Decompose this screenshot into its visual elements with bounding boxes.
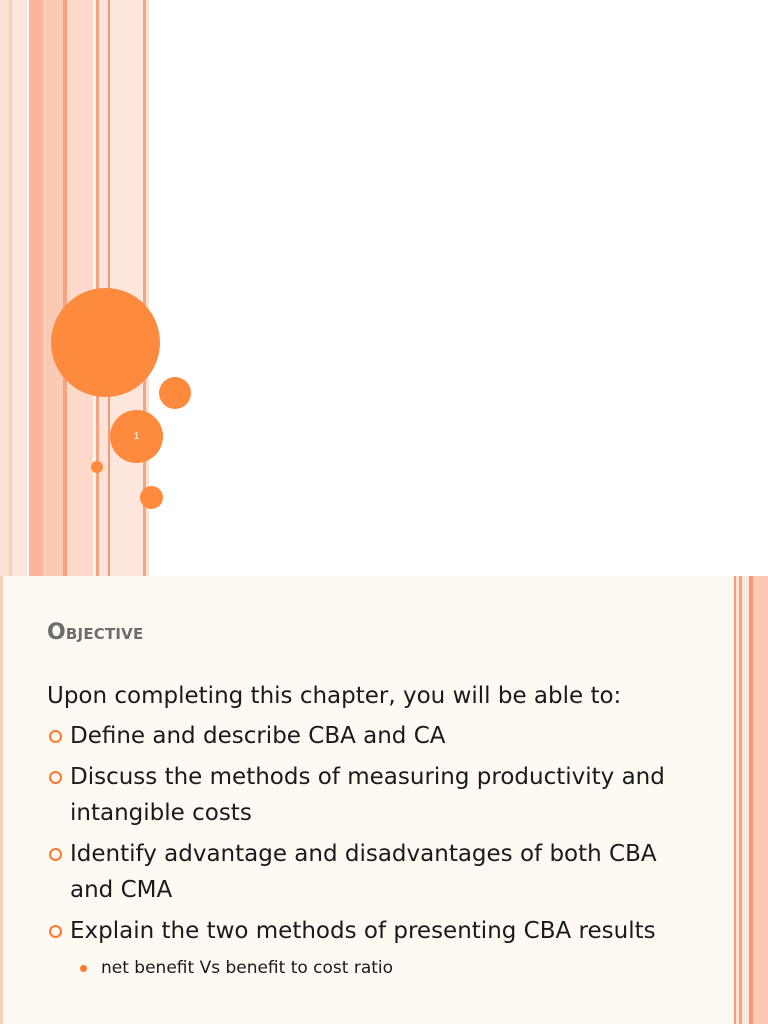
small-circle-decoration (91, 461, 103, 473)
bullet-text: Identify advantage and disadvantages of both CBA and CMA (70, 841, 657, 903)
circle-decoration (159, 377, 191, 409)
stripe-decoration (0, 576, 3, 1024)
filled-dot-bullet-icon (80, 965, 87, 972)
stripe-decoration (29, 0, 43, 576)
stripe-decoration (0, 0, 9, 576)
hollow-circle-bullet-icon (49, 848, 62, 861)
intro-text: Upon completing this chapter, you will be able to: (47, 683, 622, 709)
hollow-circle-bullet-icon (49, 730, 62, 743)
circle-decoration (140, 486, 163, 509)
hollow-circle-bullet-icon (49, 925, 62, 938)
sub-bullet-item (47, 954, 707, 982)
hollow-circle-bullet-icon (49, 771, 62, 784)
bullet-item (47, 836, 707, 908)
stripe-decoration (742, 576, 749, 1024)
bullet-text: Discuss the methods of measuring productivity and intangible costs (70, 764, 665, 826)
stripe-decoration (753, 576, 768, 1024)
slide-title: Objective (47, 620, 144, 645)
objective-slide (0, 576, 768, 1024)
bullet-text: Explain the two methods of presenting CBA results (70, 918, 656, 944)
bullet-item (47, 913, 707, 949)
stripe-decoration (43, 0, 63, 576)
slide-body (47, 678, 707, 982)
stripe-decoration (67, 0, 93, 576)
sub-bullet-text: net benefit Vs benefit to cost ratio (101, 958, 394, 978)
large-circle-decoration (51, 288, 160, 397)
bullet-item (47, 718, 707, 754)
bullet-item (47, 759, 707, 831)
stripe-decoration (12, 0, 27, 576)
slide-number: 1 (133, 431, 140, 442)
bullet-text: Define and describe CBA and CA (70, 723, 446, 749)
